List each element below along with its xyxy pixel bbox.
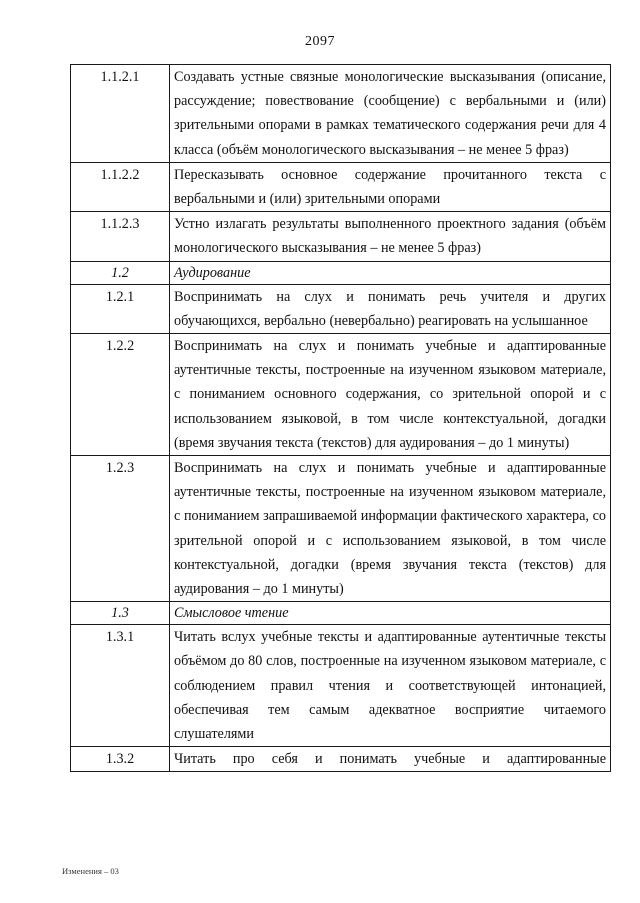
table-row [71, 456, 611, 602]
row-text: Читать вслух учебные тексты и адаптированные аутентичные тексты объёмом до 80 слов, построенные на изученном языковом материале, с соблюдением правил чтения и соответствующей интонацией, обеспечивая тем самым адекватное восприятие читаемого слушателями [170, 625, 611, 747]
row-text: Воспринимать на слух и понимать учебные и адаптированные аутентичные тексты, построенные на изученном языковом материале, с пониманием основного содержания, со зрительной опорой и с использованием языковой, в том числе контекстуальной, догадки (время звучания текста (текстов) для аудирования – до 1 минуты) [170, 334, 611, 456]
section-number: 1.3 [71, 602, 170, 625]
row-number: 1.1.2.2 [71, 162, 170, 211]
table-row [71, 284, 611, 333]
section-title: Смысловое чтение [170, 602, 611, 625]
table-row [71, 747, 611, 772]
section-number: 1.2 [71, 261, 170, 284]
row-text: Воспринимать на слух и понимать речь учителя и других обучающихся, вербально (невербально) реагировать на услышанное [170, 284, 611, 333]
page-number: 2097 [305, 34, 335, 49]
row-text: Устно излагать результаты выполненного проектного задания (объём монологического высказывания – не менее 5 фраз) [170, 212, 611, 261]
row-text: Читать про себя и понимать учебные и адаптированные [170, 747, 611, 772]
table-row [71, 212, 611, 261]
footer-note: Изменения – 03 [62, 866, 119, 876]
table-row [71, 65, 611, 163]
row-number: 1.3.1 [71, 625, 170, 747]
row-number: 1.2.3 [71, 456, 170, 602]
table-row [71, 162, 611, 211]
requirements-table [70, 64, 611, 772]
row-number: 1.2.2 [71, 334, 170, 456]
row-number: 1.2.1 [71, 284, 170, 333]
row-text: Воспринимать на слух и понимать учебные и адаптированные аутентичные тексты, построенные на изученном языковом материале, с пониманием запрашиваемой информации фактического характера, со зрительной опорой и с использованием языковой, в том числе контекстуальной, догадки (время звучания текста (текстов) для аудирования – до 1 минуты) [170, 456, 611, 602]
row-text: Создавать устные связные монологические высказывания (описание, рассуждение; повествование (сообщение) с вербальными и (или) зрительными опорами в рамках тематического содержания речи для 4 класса (объём монологического высказывания – не менее 5 фраз) [170, 65, 611, 163]
row-number: 1.1.2.1 [71, 65, 170, 163]
section-title: Аудирование [170, 261, 611, 284]
table-row [71, 334, 611, 456]
section-row [71, 261, 611, 284]
row-text: Пересказывать основное содержание прочитанного текста с вербальными и (или) зрительными опорами [170, 162, 611, 211]
row-number: 1.1.2.3 [71, 212, 170, 261]
section-row [71, 602, 611, 625]
table-row [71, 625, 611, 747]
row-number: 1.3.2 [71, 747, 170, 772]
